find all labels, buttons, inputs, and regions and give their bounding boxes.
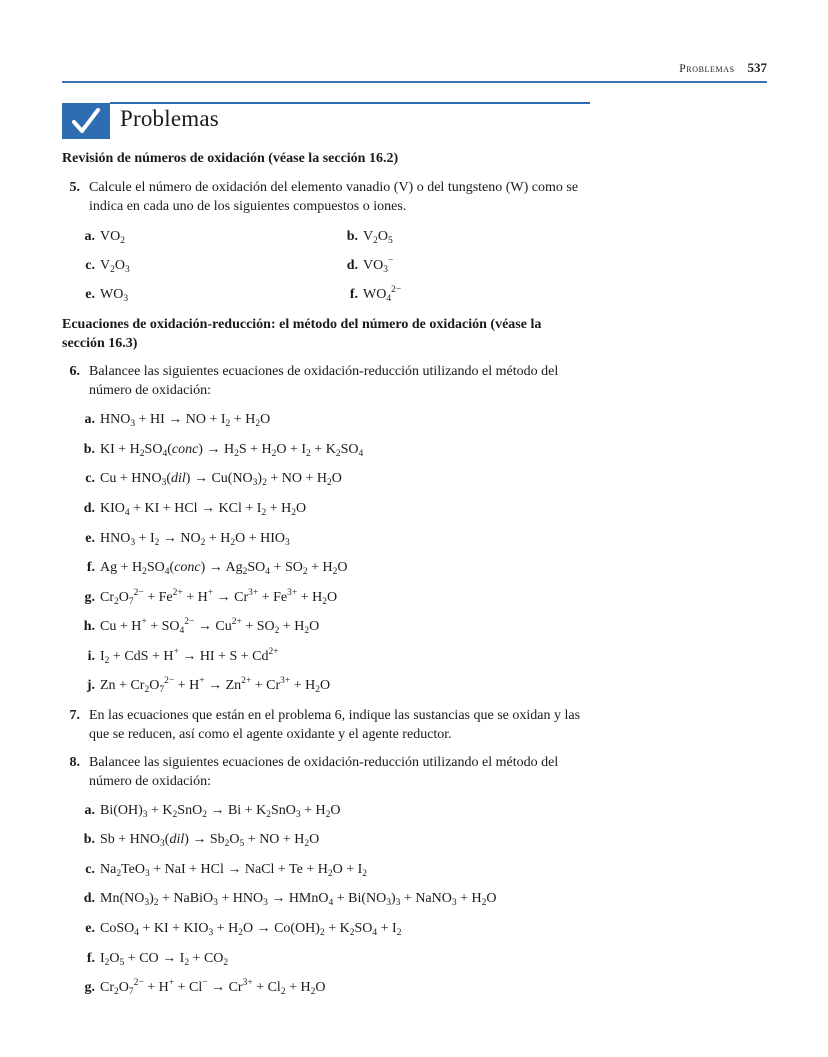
- list-item: [343, 285, 401, 304]
- item-label: c.: [85, 471, 95, 486]
- item-label: e.: [85, 531, 95, 546]
- problem-8: [62, 753, 589, 791]
- list-item: [80, 499, 306, 518]
- list-item: [80, 919, 401, 938]
- item-label: b.: [346, 229, 358, 244]
- list-item: [80, 647, 279, 666]
- equation: $Cr_2O_7^{2-} + Fe^{2+} + H^+ \to Cr^{3+} + Fe^{3+} + H_2O$: [100, 588, 338, 607]
- list-item: [80, 617, 319, 636]
- item-label: c.: [85, 258, 95, 273]
- problem-number: 6.: [69, 364, 80, 379]
- list-item: [80, 588, 337, 607]
- formula: $WO_3$: [100, 287, 129, 304]
- list-item: [80, 978, 325, 997]
- equation: $HNO_3$ + HI → NO + $I_2 + H_2O$: [100, 412, 271, 429]
- list-item: [80, 529, 290, 548]
- problem-text: Calcule el número de oxidación del elemento vanadio (V) o del tungsteno (W) como se indica en cada uno de los siguientes compuestos o iones.: [89, 180, 579, 214]
- item-label: f.: [86, 951, 95, 966]
- list-item: [80, 558, 347, 577]
- section-heading: Revisión de números de oxidación (véase la sección 16.2): [62, 151, 399, 166]
- formula: $V_2O_3$: [100, 258, 130, 275]
- running-head: [62, 60, 767, 80]
- equation: $Na_2TeO_3$ + NaI + HCl → NaCl + $Te + H_2O + I_2$: [100, 862, 368, 879]
- list-item: [80, 256, 130, 275]
- page-number: 537: [747, 60, 767, 75]
- checkmark-icon: [62, 103, 110, 139]
- item-label: d.: [83, 501, 95, 516]
- list-item: [80, 227, 125, 246]
- equation: $Bi(OH)_3 + K_2SnO_2 \to Bi + K_2SnO_3 + H_2O$: [100, 803, 341, 820]
- formula: $VO_3^-$: [363, 256, 394, 275]
- item-label: e.: [85, 921, 95, 936]
- problem-text: Balancee las siguientes ecuaciones de oxidación-reducción utilizando el método del número de oxidación:: [89, 364, 559, 398]
- equation: $Zn + Cr_2O_7^{2-} + H^+ \to Zn^{2+} + Cr^{3+} + H_2O$: [100, 676, 331, 695]
- item-label: a.: [84, 803, 95, 818]
- list-item: [80, 860, 367, 879]
- title-rule: [110, 102, 590, 104]
- problem-number: 8.: [69, 755, 80, 770]
- page-title: Problemas: [120, 106, 219, 131]
- problem-6: [62, 362, 589, 400]
- equation: KI + $H_2SO_4(conc) \to H_2S + H_2O + I_2 + K_2SO_4$: [100, 442, 364, 459]
- equation: $Ag + H_2SO_4(conc) \to Ag_2SO_4 + SO_2 + H_2O$: [100, 560, 348, 577]
- section-heading: Ecuaciones de oxidación-reducción: el método del número de oxidación (véase la sección 16.3): [62, 317, 542, 351]
- list-item: [80, 410, 270, 429]
- equation: CoSO$_4$ + KI + $KIO_3 + H_2O \to Co(OH)_2 + K_2SO_4 + I_2$: [100, 921, 402, 938]
- item-label: b.: [83, 832, 95, 847]
- equation: $HNO_3 + I_2 \to NO_2 + H_2O + HIO_3$: [100, 531, 290, 548]
- formula: $V_2O_5$: [363, 229, 393, 246]
- equation: $KIO_4$ + KI + HCl → KCl + $I_2 + H_2O$: [100, 501, 307, 518]
- list-item: [80, 830, 319, 849]
- running-head-section: Problemas: [679, 63, 735, 75]
- item-label: g.: [84, 590, 95, 605]
- item-label: f.: [86, 560, 95, 575]
- equation: $Cu + HNO_3(dil) \to Cu(NO_3)_2$ + NO + $H_2O$: [100, 471, 342, 488]
- formula: $VO_2$: [100, 229, 125, 246]
- list-item: [80, 801, 340, 820]
- item-label: b.: [83, 442, 95, 457]
- item-label: f.: [349, 287, 358, 302]
- problem-text: En las ecuaciones que están en el problema 6, indique las sustancias que se oxidan y las que se reducen, así como el agente oxidante y el agente reductor.: [89, 708, 581, 742]
- list-item: [80, 889, 497, 908]
- title-block: [62, 101, 590, 139]
- equation: $Cr_2O_7^{2-} + H^+ + Cl^- \to Cr^{3+} + Cl_2 + H_2O$: [100, 978, 326, 997]
- list-item: [343, 256, 393, 275]
- item-label: i.: [87, 649, 95, 664]
- problem-number: 5.: [69, 180, 80, 195]
- item-label: a.: [84, 229, 95, 244]
- equation: $I_2O_5$ + CO → $I_2 + CO_2$: [100, 951, 229, 968]
- problem-7: [62, 706, 589, 744]
- equation: $Mn(NO_3)_2$ + NaBiO$_3$ + $HNO_3$ → HMnO$_4$ + $Bi(NO_3)_3$ + NaNO$_3$ + $H_2O$: [100, 891, 497, 908]
- equation: $Sb + HNO_3(dil) \to Sb_2O_5$ + NO + $H_2O$: [100, 832, 320, 849]
- header-rule: [62, 81, 767, 83]
- item-label: j.: [86, 678, 95, 693]
- list-item: [80, 469, 342, 488]
- problem-number: 7.: [69, 708, 80, 723]
- problem-text: Balancee las siguientes ecuaciones de oxidación-reducción utilizando el método del número de oxidación:: [89, 755, 559, 789]
- equation: $I_2$ + CdS + H+ → HI + $S + Cd^{2+}$: [100, 647, 279, 666]
- item-label: a.: [84, 412, 95, 427]
- list-item: [80, 949, 228, 968]
- item-label: h.: [83, 619, 95, 634]
- list-item: [80, 676, 330, 695]
- item-label: d.: [346, 258, 358, 273]
- list-item: [80, 285, 128, 304]
- problem-5: [62, 178, 589, 216]
- item-label: e.: [85, 287, 95, 302]
- list-item: [343, 227, 393, 246]
- equation: $Cu + H^+ + SO_4^{2-} \to Cu^{2+} + SO_2 + H_2O$: [100, 617, 320, 636]
- formula: $WO_4^{2-}$: [363, 285, 402, 304]
- item-label: c.: [85, 862, 95, 877]
- item-label: g.: [84, 980, 95, 995]
- list-item: [80, 440, 363, 459]
- item-label: d.: [83, 891, 95, 906]
